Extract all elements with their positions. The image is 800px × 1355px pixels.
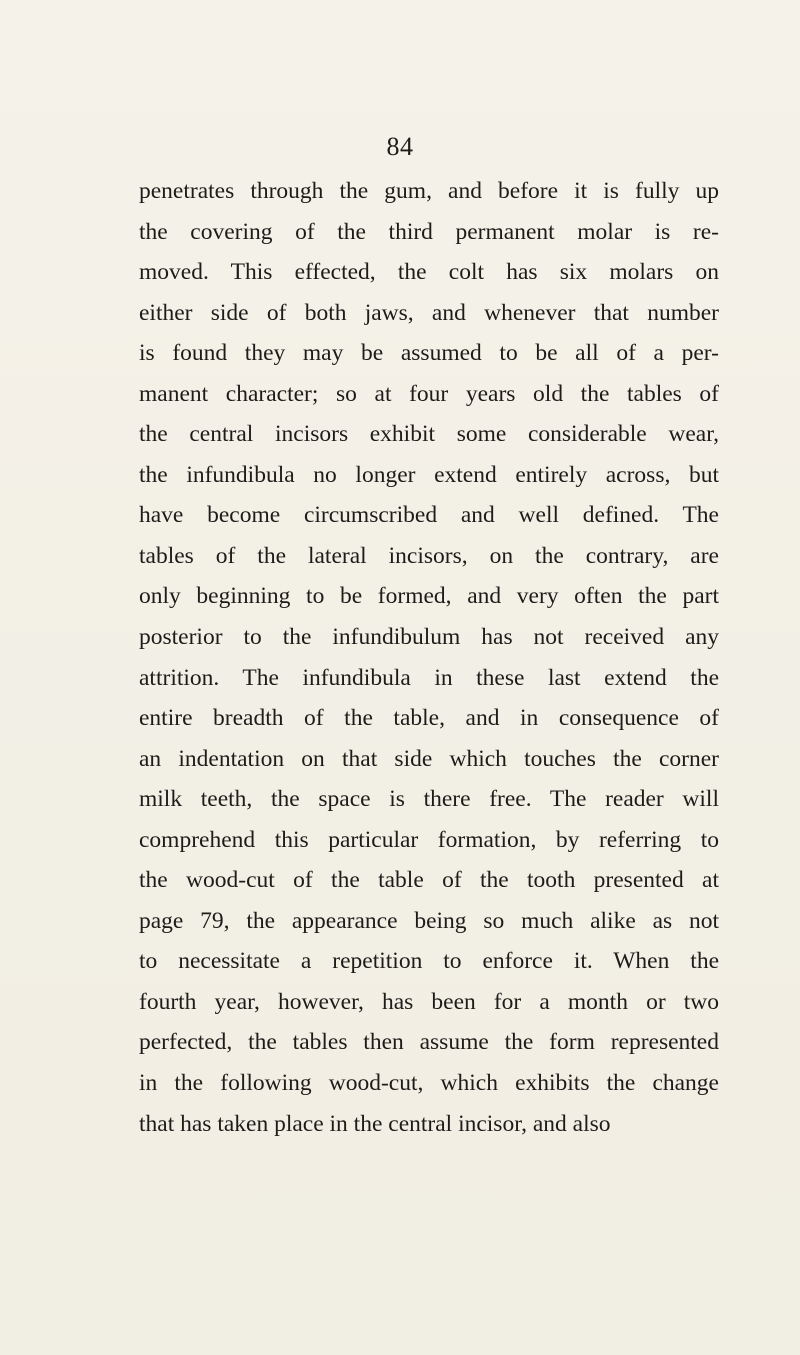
text-line: either side of both jaws, and whenever that number <box>139 299 719 326</box>
text-line: manent character; so at four years old the tables of <box>139 380 719 407</box>
text-line: an indentation on that side which touches the corner <box>139 745 719 772</box>
text-line: comprehend this particular formation, by referring to <box>139 826 719 853</box>
text-line: moved. This effected, the colt has six molars on <box>139 259 719 286</box>
text-line: tables of the lateral incisors, on the contrary, are <box>139 542 719 569</box>
body-text <box>139 171 719 1144</box>
text-line: the covering of the third permanent molar is re- <box>139 218 719 245</box>
text-line: in the following wood-cut, which exhibits the change <box>139 1070 719 1097</box>
text-line: entire breadth of the table, and in consequence of <box>139 705 719 732</box>
text-line: milk teeth, the space is there free. The reader will <box>139 786 719 813</box>
text-line: penetrates through the gum, and before it is fully up <box>139 178 719 204</box>
text-line: posterior to the infundibulum has not received any <box>139 624 719 651</box>
text-line: that has taken place in the central incisor, and also <box>139 1110 611 1137</box>
text-line: fourth year, however, has been for a month or two <box>139 988 719 1015</box>
page-number: 84 <box>386 132 414 161</box>
text-line: perfected, the tables then assume the form represented <box>139 1029 719 1056</box>
text-line: the wood-cut of the table of the tooth presented at <box>139 867 719 894</box>
text-line: attrition. The infundibula in these last extend the <box>139 664 719 691</box>
text-line: only beginning to be formed, and very often the part <box>139 583 719 610</box>
text-line: page 79, the appearance being so much alike as not <box>139 907 719 934</box>
text-line: is found they may be assumed to be all of a per- <box>139 340 719 367</box>
text-line: the infundibula no longer extend entirely across, but <box>139 461 719 488</box>
text-line: have become circumscribed and well defined. The <box>139 502 719 529</box>
text-line: to necessitate a repetition to enforce it. When the <box>139 948 719 975</box>
text-line: the central incisors exhibit some considerable wear, <box>139 421 719 448</box>
